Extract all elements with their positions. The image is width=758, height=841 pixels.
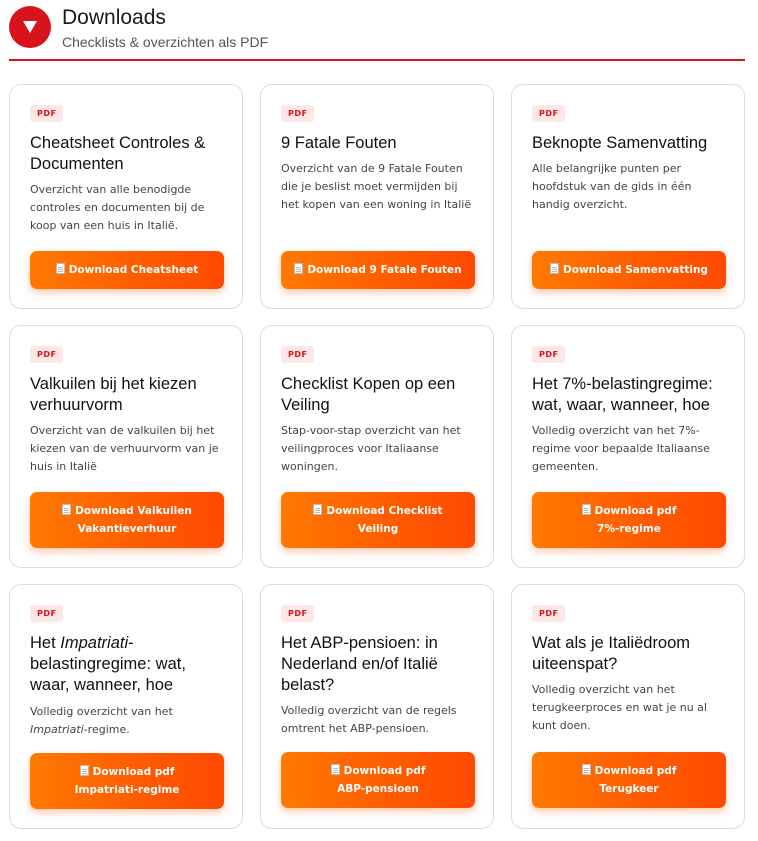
document-icon <box>80 765 89 776</box>
button-label: Download Samenvatting <box>563 264 708 276</box>
button-label: Download Cheatsheet <box>68 264 199 276</box>
document-icon <box>331 764 340 775</box>
download-card <box>511 84 745 309</box>
download-card <box>511 325 745 568</box>
card-title: Het 7%-belastingregime: wat, waar, wanneer, hoe <box>532 375 713 414</box>
download-card <box>260 584 494 829</box>
pdf-badge: PDF <box>281 605 314 622</box>
card-description: Volledig overzicht van de regels omtrent het ABP-pensioen. <box>281 704 457 735</box>
card-description: Volledig overzicht van het 7%-regime voor bepaalde Italiaanse gemeenten. <box>532 424 710 473</box>
header-divider <box>9 59 745 61</box>
card-title: Het Impatriati-belastingregime: wat, waar, wanneer, hoe <box>30 634 186 694</box>
download-card <box>9 325 243 568</box>
download-fatale-fouten-button[interactable] <box>281 251 475 289</box>
download-card <box>260 84 494 309</box>
download-valkuilen-button[interactable] <box>30 492 224 548</box>
downloads-grid <box>9 84 745 829</box>
card-title: Checklist Kopen op een Veiling <box>281 375 456 414</box>
download-samenvatting-button[interactable] <box>532 251 726 289</box>
card-description: Overzicht van alle benodigde controles en documenten bij de koop van een huis in Italië. <box>30 183 205 232</box>
card-title: Cheatsheet Controles & Documenten <box>30 134 206 173</box>
button-label-line1: Download pdf <box>92 766 175 778</box>
button-label-line2: ABP-pensioen <box>337 783 419 795</box>
button-label-line2: Terugkeer <box>599 783 659 795</box>
pdf-badge: PDF <box>30 605 63 622</box>
card-title: 9 Fatale Fouten <box>281 134 397 152</box>
download-card <box>260 325 494 568</box>
page-header <box>0 0 758 60</box>
download-7-regime-button[interactable] <box>532 492 726 548</box>
card-description: Alle belangrijke punten per hoofdstuk van de gids in één handig overzicht. <box>532 162 692 211</box>
pdf-badge: PDF <box>281 346 314 363</box>
button-label-line1: Download Valkuilen <box>75 505 192 517</box>
download-card <box>511 584 745 829</box>
button-label-line1: Download Checklist <box>326 505 443 517</box>
pdf-badge: PDF <box>532 346 565 363</box>
button-label-line1: Download pdf <box>594 765 677 777</box>
page-title: Downloads <box>62 6 166 29</box>
document-icon <box>582 764 591 775</box>
card-title: Beknopte Samenvatting <box>532 134 708 152</box>
button-label-line2: Veiling <box>357 523 399 535</box>
download-checklist-veiling-button[interactable] <box>281 492 475 548</box>
document-icon <box>294 263 303 274</box>
download-terugkeer-button[interactable] <box>532 752 726 808</box>
download-card <box>9 584 243 829</box>
document-icon <box>313 504 322 515</box>
button-label: Download 9 Fatale Fouten <box>307 264 462 276</box>
pdf-badge: PDF <box>30 105 63 122</box>
card-description: Volledig overzicht van het Impatriati-regime. <box>30 705 173 736</box>
card-title: Het ABP-pensioen: in Nederland en/of Italië belast? <box>281 634 438 694</box>
button-label-line2: Vakantieverhuur <box>77 523 177 535</box>
card-title: Wat als je Italiëdroom uiteenspat? <box>532 634 691 673</box>
button-label-line1: Download pdf <box>343 765 426 777</box>
pdf-badge: PDF <box>30 346 63 363</box>
button-label-line2: Impatriati-regime <box>74 784 180 796</box>
button-label-line2: 7%-regime <box>597 523 661 535</box>
download-abp-pensioen-button[interactable] <box>281 752 475 808</box>
button-label-line1: Download pdf <box>594 505 677 517</box>
document-icon <box>62 504 71 515</box>
document-icon <box>56 263 65 274</box>
down-triangle-icon <box>22 20 38 34</box>
card-description: Volledig overzicht van het terugkeerproces en wat je nu al kunt doen. <box>532 683 707 732</box>
page-subtitle: Checklists & overzichten als PDF <box>62 34 269 50</box>
pdf-badge: PDF <box>532 605 565 622</box>
card-description: Overzicht van de valkuilen bij het kiezen van de verhuurvorm van je huis in Italië <box>30 424 219 473</box>
card-title: Valkuilen bij het kiezen verhuurvorm <box>30 375 197 414</box>
document-icon <box>582 504 591 515</box>
download-card <box>9 84 243 309</box>
logo <box>9 6 51 48</box>
document-icon <box>550 263 559 274</box>
card-description: Stap-voor-stap overzicht van het veilingproces voor Italiaanse woningen. <box>281 424 461 473</box>
download-cheatsheet-button[interactable] <box>30 251 224 289</box>
download-impatriati-button[interactable] <box>30 753 224 809</box>
pdf-badge: PDF <box>532 105 565 122</box>
card-description: Overzicht van de 9 Fatale Fouten die je beslist moet vermijden bij het kopen van een woning in Italië <box>281 162 472 211</box>
pdf-badge: PDF <box>281 105 314 122</box>
